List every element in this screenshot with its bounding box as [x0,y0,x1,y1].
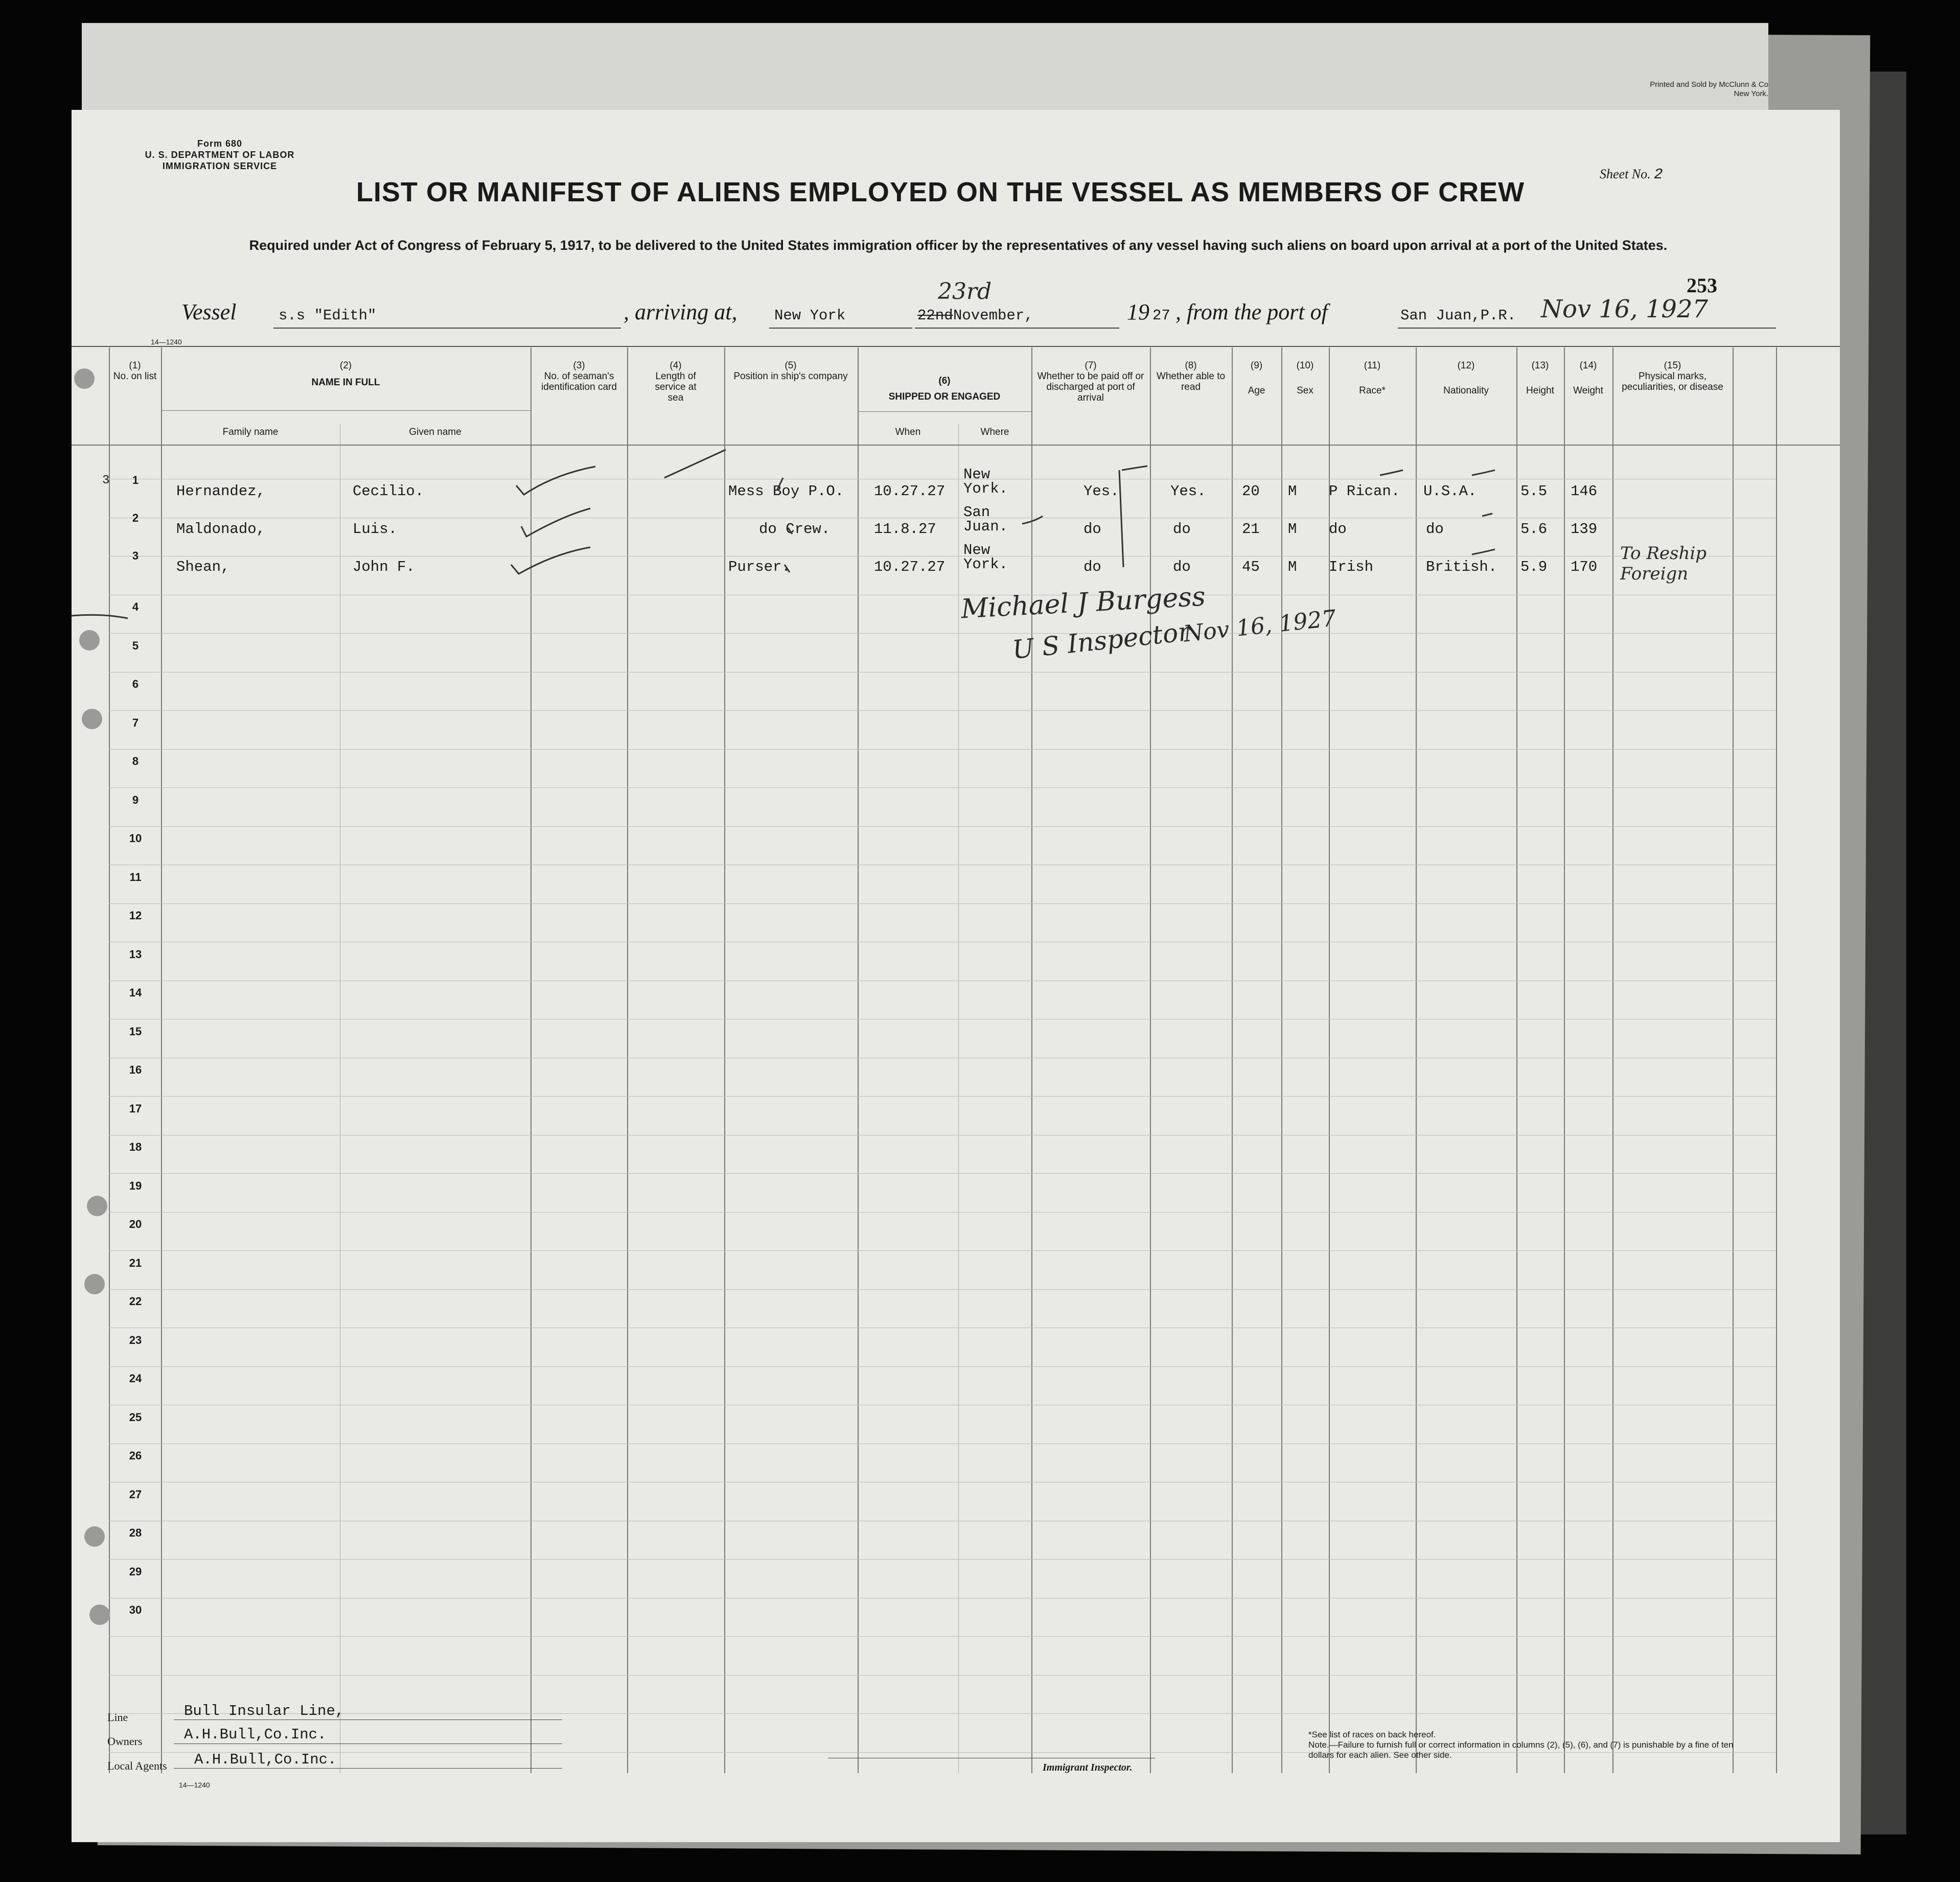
row-number: 9 [132,793,139,806]
given-name: John F. [353,559,415,575]
row-number: 19 [129,1179,142,1192]
age: 45 [1242,559,1260,575]
tick-icon [1482,514,1492,516]
bracket-icon [1122,466,1147,470]
height: 5.5 [1520,483,1548,500]
weight: 170 [1571,559,1598,575]
given-name: Luis. [353,521,398,538]
col-header-5: (5) Position in ship's company [733,360,848,382]
page-title: LIST OR MANIFEST OF ALIENS EMPLOYED ON THE VESSEL AS MEMBERS OF CREW [356,177,1525,207]
row-rule [109,826,1776,827]
row-rule [109,1096,1776,1097]
row-number: 12 [129,909,142,922]
row-number: 30 [129,1604,142,1616]
tick-icon [1472,470,1495,475]
paid-off: do [1083,521,1101,538]
row-number: 10 [129,832,142,845]
tick-icon [1022,516,1043,524]
row-number: 13 [129,947,142,961]
vessel-label: Vessel [181,299,237,324]
punch-hole [84,1274,105,1294]
row-number: 7 [132,716,139,729]
row-number: 24 [129,1372,142,1385]
row-rule [109,787,1776,788]
shipped-where: New York. [963,542,1008,573]
height: 5.9 [1520,559,1548,575]
footer-inspector-label: Immigrant Inspector. [1043,1762,1133,1773]
crew-count-mark: 3 [102,474,110,487]
footer-line-label: Line [107,1711,128,1724]
sex: M [1288,559,1297,575]
footer-owners-label: Owners [107,1735,143,1748]
from-label: , from the port of [1175,299,1328,324]
row-rule [109,1289,1776,1290]
col-header-15: (15) Physical marks, peculiarities, or disease [1622,360,1723,392]
able-to-read: do [1173,521,1191,538]
given-name: Cecilio. [353,483,424,500]
check-marks [72,450,1495,618]
col-header-family: Family name [222,427,279,437]
tick-icon [1380,470,1403,475]
form-code-top: 14—1240 [151,338,182,346]
row-number: 2 [132,512,139,524]
form-number: Form 680 [197,138,243,149]
row-rule [109,1250,1776,1251]
position: Mess Boy P.O. [728,483,844,500]
footer-line-value: Bull Insular Line, [184,1703,344,1720]
punch-hole [79,630,100,650]
punch-hole [87,1196,107,1216]
row-number: 6 [132,678,139,690]
tick-icon [785,565,790,572]
sex: M [1288,483,1297,500]
footer-form-code: 14—1240 [179,1781,210,1789]
race: do [1329,521,1347,538]
col-header-9: (9) Age [1248,360,1265,396]
col-header-11: (11) Race* [1359,360,1386,396]
family-name: Maldonado, [176,521,266,538]
row-number: 16 [129,1063,142,1076]
shipped-when: 10.27.27 [874,483,946,500]
footer-note-races: *See list of races on back hereof. [1308,1730,1436,1739]
footer-agents-label: Local Agents [107,1759,167,1772]
position: do Crew. [759,521,831,538]
nationality: British. [1426,559,1497,575]
shipped-where: San Juan. [963,504,1008,535]
weight: 146 [1571,483,1598,500]
race: Irish [1329,559,1374,575]
height: 5.6 [1520,521,1548,538]
paid-off: do [1083,559,1101,575]
requirement-text: Required under Act of Congress of February 5, 1917, to be delivered to the United States immigration officer by the representatives of any vessel having such aliens on board upon arrival at a port of the United States. [249,238,1668,253]
col-header-when: When [895,427,921,437]
row-number: 20 [129,1218,142,1230]
stamp-number: 253 [1687,274,1717,297]
col-header-8: (8) Whether able to read [1156,360,1226,392]
weight: 139 [1571,521,1598,538]
checkmark-icon [516,467,595,495]
punch-hole [74,368,95,389]
row4-arrow-stroke [72,615,128,618]
date-month: November, [953,307,1033,324]
nationality: U.S.A. [1423,483,1477,500]
col-header-6: (6) SHIPPED OR ENGAGED [888,376,1001,402]
bracket-icon [1119,470,1123,567]
col-header-4: (4) Length of service at sea [655,360,697,403]
shipped-where: New York. [963,466,1008,497]
col-header-10: (10) Sex [1296,360,1314,396]
sex: M [1288,521,1297,538]
checkmark-icon [521,508,590,537]
row-number: 3 [132,549,139,562]
physical-marks: To Reship Foreign [1620,543,1707,584]
arriving-port: New York [774,307,846,324]
manifest-page [72,110,1840,1842]
date-struck: 22nd [917,307,953,324]
able-to-read: Yes. [1170,483,1206,500]
col-header-13: (13) Height [1526,360,1554,396]
row-rule [109,1675,1776,1676]
row-number: 25 [129,1410,142,1424]
tick-icon [1472,549,1495,554]
footer-agents-underline [174,1768,562,1769]
row-rule [109,1559,1776,1560]
row-rule [109,903,1776,904]
row-number: 29 [129,1565,142,1578]
col-header-2: (2) NAME IN FULL [311,360,380,388]
inspector-title: U S Inspector [1010,616,1192,665]
family-name: Shean, [176,559,230,575]
row-number: 18 [129,1141,142,1153]
race: P Rican. [1329,483,1400,500]
col-header-3: (3) No. of seaman's identification card [541,360,617,392]
row-number: 8 [132,755,139,768]
punch-hole [89,1605,110,1625]
footer-note-penalty: Note.—Failure to furnish full or correct information in columns (2), (5), (6), and (7) is punishable by a fine of ten dollars for each alien. See other side. [1308,1740,1734,1760]
tick-icon [788,528,792,534]
col-header-7: (7) Whether to be paid off or discharged at port of arrival [1037,360,1144,403]
age: 21 [1242,521,1260,538]
vessel-name: s.s "Edith" [279,307,377,324]
row-number: 1 [132,474,139,486]
col-header-1: (1) No. on list [113,360,157,382]
col-header-14: (14) Weight [1573,360,1603,396]
shipped-when: 11.8.27 [874,521,936,538]
sheet-label: Sheet No. [1600,167,1651,181]
year-suffix: 27 [1152,307,1170,324]
able-to-read: do [1173,559,1191,575]
inspector-date: Nov 16, 1927 [1182,605,1338,647]
row-rule [109,1173,1776,1174]
col-header-12: (12) Nationality [1443,360,1489,396]
nationality: do [1426,521,1444,538]
row-number: 14 [129,986,142,999]
year-prefix: 19 [1127,299,1149,324]
punch-hole [84,1526,105,1547]
row-number: 23 [129,1333,142,1346]
row-number: 17 [129,1102,142,1115]
col-header-where: Where [980,427,1009,437]
row-number: 5 [132,639,139,652]
row-number: 11 [129,870,142,884]
row-number: 26 [129,1449,142,1462]
date-correction: 23rd [938,278,992,305]
footer-agents-value: A.H.Bull,Co.Inc. [194,1751,337,1768]
paid-off: Yes. [1083,483,1119,500]
row-rule [109,1366,1776,1367]
voyage-hand-date: Nov 16, 1927 [1541,295,1709,323]
col-header-given: Given name [409,427,462,437]
row-rule [109,1212,1776,1213]
inspector-signature: Michael J Burgess [960,581,1207,625]
family-name: Hernandez, [176,483,266,500]
from-port: San Juan,P.R. [1400,307,1516,324]
punch-hole [82,709,102,729]
age: 20 [1242,483,1260,500]
form-department: U. S. DEPARTMENT OF LABOR [145,150,295,160]
checkmark-icon [511,547,590,574]
printer-note: Printed and Sold by McClunn & Co New York. [1650,80,1768,98]
row-number: 21 [129,1256,142,1269]
stroke-icon [664,450,726,478]
shipped-when: 10.27.27 [874,559,946,575]
row-number: 15 [129,1025,142,1038]
footer-notes [1308,1730,1758,1760]
row-rule [109,1713,1776,1714]
arriving-label: , arriving at, [624,299,737,324]
row-number: 4 [132,600,139,613]
row-number: 22 [129,1295,142,1308]
tick-icon [777,478,783,491]
position: Purser. [728,559,791,575]
row-number: 27 [129,1488,142,1501]
sheet-value: 2 [1654,166,1663,183]
row-rule [109,1636,1776,1637]
form-service: IMMIGRATION SERVICE [162,161,278,171]
handwritten-marks [72,110,1840,774]
footer-owners-value: A.H.Bull,Co.Inc. [184,1726,327,1743]
row-number: 28 [129,1526,142,1539]
